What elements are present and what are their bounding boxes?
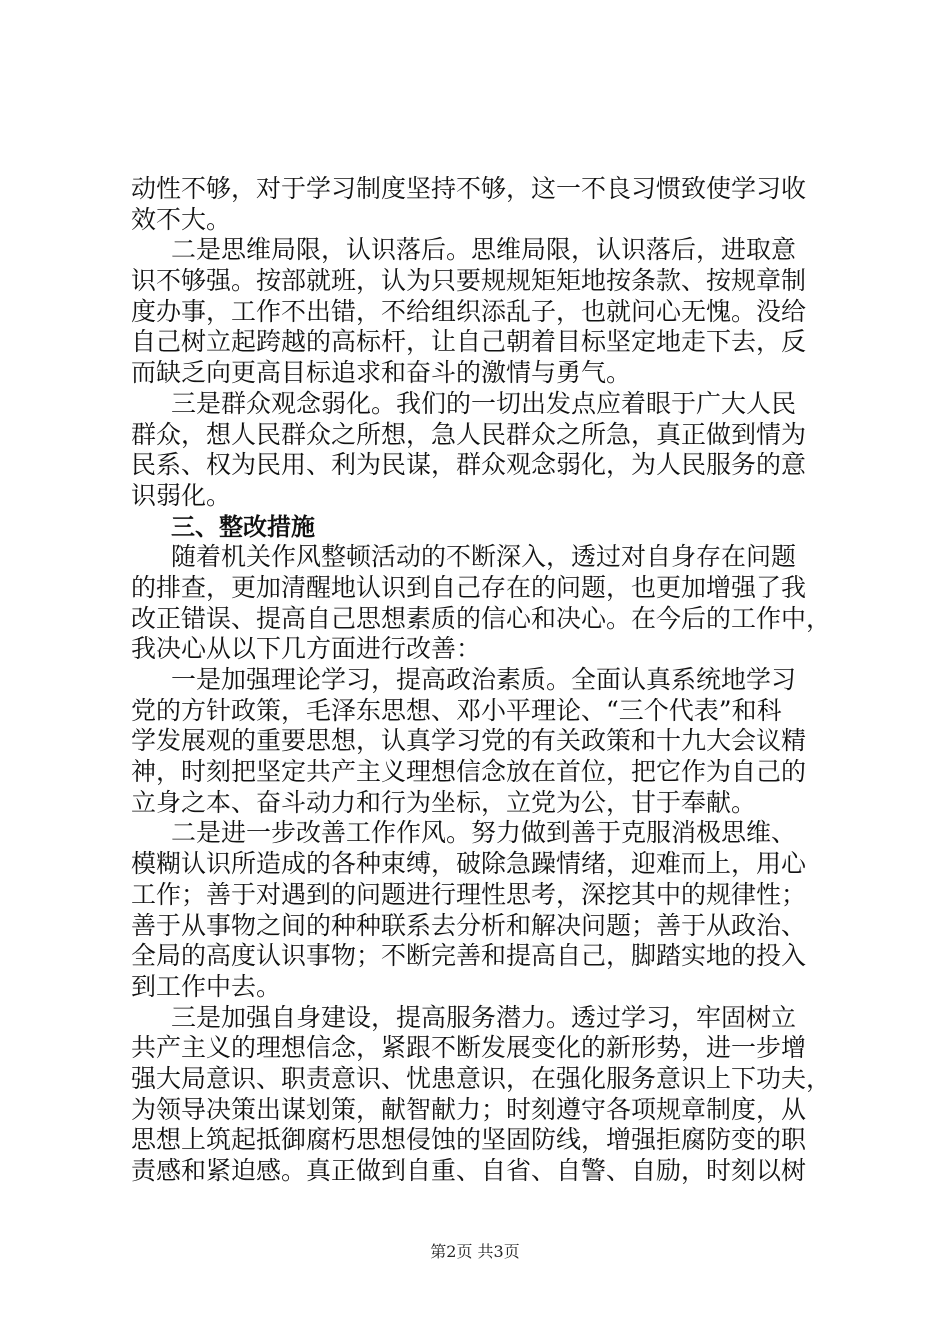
text-line: 立身之本、奋斗动力和行为坐标，立党为公，甘于奉献。 [131,787,757,817]
text-line: 学发展观的重要思想，认真学习党的有关政策和十九大会议精 [131,726,807,756]
text-line: 二是进一步改善工作作风。努力做到善于克服消极思维、 [171,818,797,848]
text-line: 动性不够，对于学习制度坚持不够，这一不良习惯致使学习收 [131,174,807,203]
text-line: 三是群众观念弱化。我们的一切出发点应着眼于广大人民 [171,388,797,418]
text-line: 强大局意识、职责意识、忧患意识，在强化服务意识上下功夫， [131,1063,832,1093]
text-line: 自己树立起跨越的高标杆，让自己朝着目标坚定地走下去，反 [131,327,807,357]
text-line: 改正错误、提高自己思想素质的信心和决心。在今后的工作中， [131,603,832,633]
text-line: 模糊认识所造成的各种束缚，破除急躁情绪，迎难而上，用心 [131,849,807,879]
text-line: 到工作中去。 [131,971,282,1001]
text-line: 一是加强理论学习，提高政治素质。全面认真系统地学习 [171,665,797,694]
text-line: 神，时刻把坚定共产主义理想信念放在首位，把它作为自己的 [131,757,807,787]
text-line: 民系、权为民用、利为民谋，群众观念弱化，为人民服务的意 [131,450,807,480]
document-body [131,174,831,1187]
text-line: 的排查，更加清醒地认识到自己存在的问题，也更加增强了我 [131,572,807,602]
text-line: 二是思维局限，认识落后。思维局限，认识落后，进取意 [171,235,797,265]
text-line: 思想上筑起抵御腐朽思想侵蚀的坚固防线，增强拒腐防变的职 [131,1125,807,1155]
text-line: 我决心从以下几方面进行改善： [131,634,482,664]
text-line: 三是加强自身建设，提高服务潜力。透过学习，牢固树立 [171,1002,797,1032]
text-line: 识不够强。按部就班，认为只要规规矩矩地按条款、按规章制 [131,266,807,296]
text-line: 而缺乏向更高目标追求和奋斗的激情与勇气。 [131,358,632,388]
page-footer: 第2页 共3页 [430,1242,520,1261]
text-line: 党的方针政策，毛泽东思想、邓小平理论、“三个代表”和科 [131,695,782,725]
section-heading: 三、整改措施 [171,512,315,541]
text-line: 度办事，工作不出错，不给组织添乱子，也就问心无愧。没给 [131,296,807,326]
text-line: 责感和紧迫感。真正做到自重、自省、自警、自励，时刻以树 [131,1156,807,1185]
text-line: 群众，想人民群众之所想，急人民群众之所急，真正做到情为 [131,419,807,449]
text-line: 全局的高度认识事物；不断完善和提高自己，脚踏实地的投入 [131,941,807,971]
text-line: 识弱化。 [131,480,232,510]
text-line: 善于从事物之间的种种联系去分析和解决问题；善于从政治、 [131,910,807,940]
text-line: 随着机关作风整顿活动的不断深入，透过对自身存在问题 [171,542,797,572]
text-line: 效不大。 [131,204,232,234]
text-line: 为领导决策出谋划策，献智献力；时刻遵守各项规章制度，从 [131,1094,807,1124]
text-line: 工作；善于对遇到的问题进行理性思考，深挖其中的规律性； [131,879,807,909]
text-line: 共产主义的理想信念，紧跟不断发展变化的新形势，进一步增 [131,1033,807,1063]
